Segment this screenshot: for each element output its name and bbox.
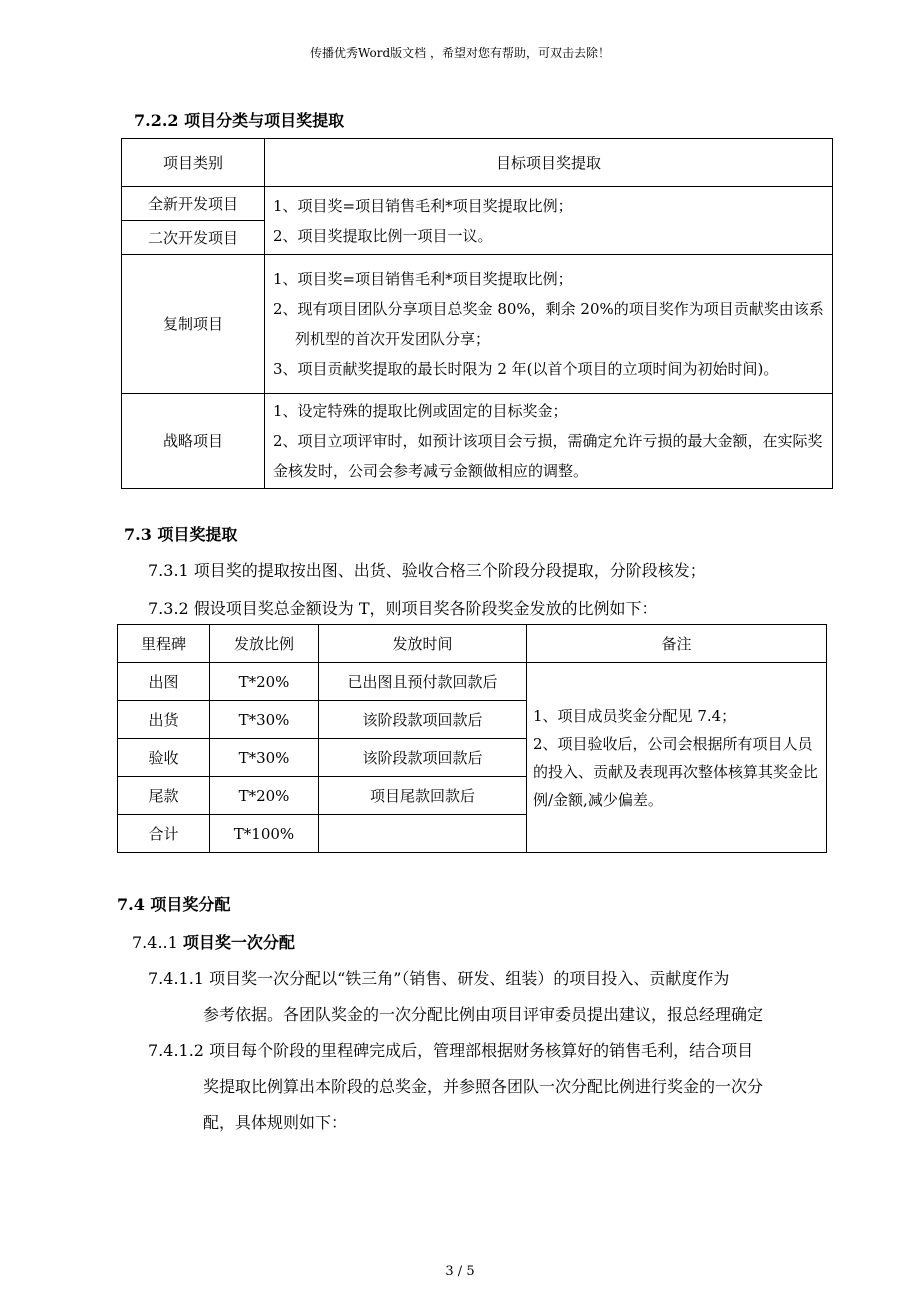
section-741-number: 7.4..1 [132,933,183,952]
col-header-note: 备注 [527,625,827,663]
col-header-category: 项目类别 [122,139,265,187]
rule-item: 1、设定特殊的提取比例或固定的目标奖金； [273,402,568,420]
milestone-cell: 尾款 [118,777,210,815]
time-cell: 该阶段款项回款后 [319,739,527,777]
para-7412-line2: 奖提取比例算出本阶段的总奖金，并参照各团队一次分配比例进行奖金的一次分 [203,1077,764,1096]
category-copy: 复制项目 [122,255,265,394]
section-73-title: 7.3 项目奖提取 [124,525,238,544]
rule-item: 2、项目立项评审时，如预计该项目会亏损，需确定允许亏损的最大金额，在实际奖金核发时，公司会参考减亏金额做相应的调整。 [273,432,823,480]
rule-item: 2、现有项目团队分享项目总奖金 80%，剩余 20%的项目奖作为项目贡献奖由该系列机型的首次开发团队分享； [273,300,824,348]
note-line: 1、项目成员奖金分配见 7.4； [533,706,737,725]
project-category-table [121,138,833,489]
para-7411-line1: 7.4.1.1 项目奖一次分配以“铁三角”（销售、研发、组装）的项目投入、贡献度作为 [148,969,730,988]
category-strategy: 战略项目 [122,394,265,489]
section-741-heading [132,930,295,953]
section-74-title: 7.4 项目奖分配 [117,895,231,914]
table-row [118,663,827,701]
section-731-text: 7.3.1 项目奖的提取按出图、出货、验收合格三个阶段分段提取，分阶段核发； [148,561,706,580]
col-header-target: 目标项目奖提取 [265,139,833,187]
rule-item: 3、项目贡献奖提取的最长时限为 2 年(以首个项目的立项时间为初始时间)。 [273,360,779,378]
col-header-milestone: 里程碑 [118,625,210,663]
milestone-cell: 验收 [118,739,210,777]
rule-item: 1、项目奖=项目销售毛利*项目奖提取比例； [273,270,573,288]
page-header-note: 传播优秀Word版文档 ，希望对您有帮助，可双击去除！ [310,46,610,60]
page-number: 3 / 5 [445,1264,475,1279]
para-7412-line3: 配，具体规则如下： [203,1113,348,1132]
section-741-title: 项目奖一次分配 [182,933,295,952]
milestone-cell: 出货 [118,701,210,739]
ratio-cell: T*30% [210,739,319,777]
ratio-cell: T*100% [210,815,319,853]
copy-rules [265,255,833,394]
rule-item: 2、项目奖提取比例一项目一议。 [273,226,493,245]
time-cell: 已出图且预付款回款后 [319,663,527,701]
section-732-text: 7.3.2 假设项目奖总金额设为 T，则项目奖各阶段奖金发放的比例如下： [148,599,658,618]
time-cell: 该阶段款项回款后 [319,701,527,739]
ratio-cell: T*30% [210,701,319,739]
ratio-cell: T*20% [210,663,319,701]
time-cell [319,815,527,853]
section-722-title: 7.2.2 项目分类与项目奖提取 [134,111,345,130]
category-second-dev: 二次开发项目 [122,221,265,255]
milestone-table [117,624,827,853]
note-line: 2、项目验收后，公司会根据所有项目人员的投入、贡献及表现再次整体核算其奖金比例/金额,减少偏差。 [533,734,819,809]
milestone-cell: 出图 [118,663,210,701]
rule-item: 1、项目奖=项目销售毛利*项目奖提取比例； [273,196,573,215]
col-header-time: 发放时间 [319,625,527,663]
new-dev-rules [265,187,833,255]
ratio-cell: T*20% [210,777,319,815]
strategy-rules [265,394,833,489]
milestone-note [527,663,827,853]
para-7412-line1: 7.4.1.2 项目每个阶段的里程碑完成后，管理部根据财务核算好的销售毛利，结合项目 [148,1041,754,1060]
para-7411-line2: 参考依据。各团队奖金的一次分配比例由项目评审委员提出建议，报总经理确定 [203,1005,764,1024]
category-new-dev: 全新开发项目 [122,187,265,221]
time-cell: 项目尾款回款后 [319,777,527,815]
col-header-ratio: 发放比例 [210,625,319,663]
milestone-cell: 合计 [118,815,210,853]
